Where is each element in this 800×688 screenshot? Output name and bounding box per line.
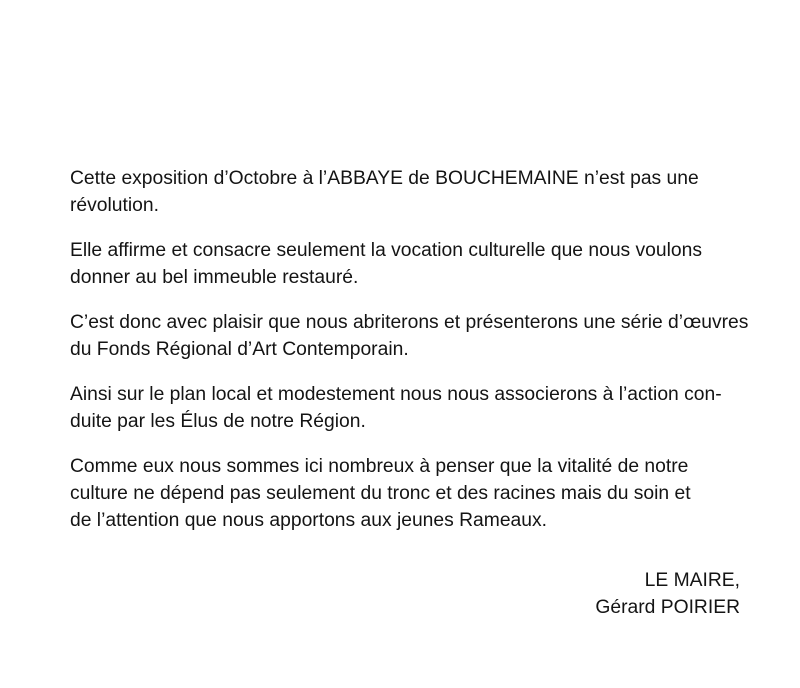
- signature-name: Gérard POIRIER: [595, 597, 740, 618]
- paragraph-1: [70, 165, 740, 219]
- paragraph-3: [70, 309, 749, 363]
- paragraph-line: C’est donc avec plaisir que nous abriterons et présenterons une série d’œuvres: [70, 312, 749, 333]
- letter-body: [70, 165, 749, 552]
- paragraph-line: révolution.: [70, 195, 159, 216]
- paragraph-2: [70, 237, 740, 291]
- paragraph-line: de l’attention que nous apportons aux jeunes Rameaux.: [70, 510, 548, 531]
- paragraph-line: donner au bel immeuble restauré.: [70, 267, 359, 288]
- paragraph-line: Elle affirme et consacre seulement la vocation culturelle que nous voulons: [70, 240, 702, 261]
- signature-title: LE MAIRE,: [644, 570, 740, 591]
- paragraph-4: [70, 381, 740, 435]
- paragraph-line: Cette exposition d’Octobre à l’ABBAYE de BOUCHEMAINE n’est pas une: [70, 168, 699, 189]
- signature-block: [520, 567, 740, 621]
- paragraph-line: Comme eux nous sommes ici nombreux à penser que la vitalité de notre: [70, 456, 689, 477]
- paragraph-line: Ainsi sur le plan local et modestement nous nous associerons à l’action con-: [70, 384, 722, 405]
- paragraph-5: [70, 453, 740, 534]
- paragraph-line: du Fonds Régional d’Art Contemporain.: [70, 339, 409, 360]
- paragraph-line: duite par les Élus de notre Région.: [70, 411, 366, 432]
- paragraph-line: culture ne dépend pas seulement du tronc et des racines mais du soin et: [70, 483, 691, 504]
